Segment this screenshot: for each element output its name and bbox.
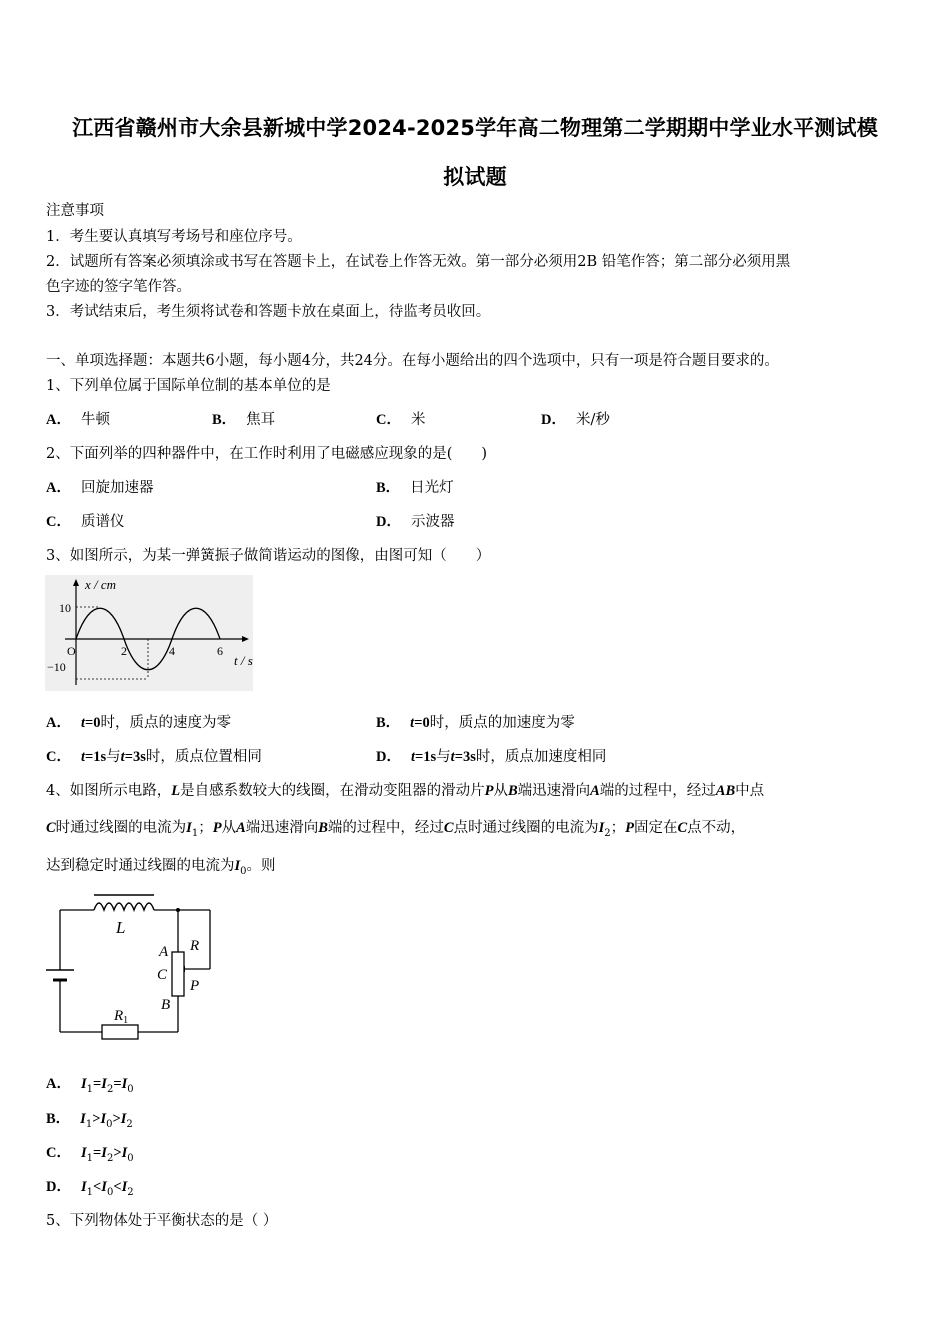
q4-option-b: B． $I_1>I_0>I_2$ [46,1111,133,1130]
q2-option-a: A． 回旋加速器 [46,480,154,496]
q1-option-b: B． 焦耳 [212,412,276,428]
q2-option-d: D． 示波器 [376,514,455,530]
q1-option-a: A． 牛顿 [46,412,110,428]
label-p: P [190,978,200,994]
label-r1: $R_1$ [114,1008,129,1026]
notice-item-2: 2．试题所有答案必须填涂或书写在答题卡上，在试卷上作答无效。第一部分必须用2B 铅笔作答；第二部分必须用黑 [46,254,791,270]
q3-option-d: D． t=1s与t=3s时，质点加速度相同 [376,749,607,765]
q4-option-a: A． $I_1=I_2=I_0$ [46,1076,134,1095]
inductor-coil [94,903,154,910]
notice-heading: 注意事项 [46,203,104,219]
label-l: L [116,918,126,937]
notice-item-1: 1．考生要认真填写考场号和座位序号。 [46,229,302,245]
q3-stem: 3、如图所示，为某一弹簧振子做简谐运动的图像，由图可知（ ） [46,548,491,564]
q4-stem-line2: C时通过线圈的电流为$I_1$；P从A端迅速滑向B端的过程中，经过C点时通过线圈的电流为$I_2$；P固定在C点不动， [46,820,746,839]
graph-xlabel: t / s [234,653,253,668]
graph-xtick-6: 6 [217,644,223,658]
graph-ytick-bottom: −10 [47,660,66,674]
section-heading: 一、单项选择题：本题共6小题，每小题4分，共24分。在每小题给出的四个选项中，只有一项是符合题目要求的。 [46,353,779,369]
label-a: A [159,944,169,960]
q2-option-c: C． 质谱仪 [46,514,125,530]
q4-option-c: C． $I_1=I_2>I_0$ [46,1145,134,1164]
q1-option-c: C． 米 [376,412,426,428]
q4-option-d: D． $I_1<I_0<I_2$ [46,1179,134,1198]
graph-ylabel: x / cm [85,577,117,592]
page-title-line1: 江西省赣州市大余县新城中学2024-2025学年高二物理第二学期期中学业水平测试模 [72,116,878,140]
notice-item-2-cont: 色字迹的签字笔作答。 [46,279,191,295]
q2-stem: 2、下面列举的四种器件中，在工作时利用了电磁感应现象的是( ) [46,446,488,462]
label-c: C [157,967,168,983]
label-r: R [190,938,200,954]
q3-shm-graph [45,575,253,691]
q4-stem-line3: 达到稳定时通过线圈的电流为$I_0$。则 [46,858,276,877]
q4-circuit-diagram [40,888,220,1048]
q4-stem-line1: 4、如图所示电路，L是自感系数较大的线圈，在滑动变阻器的滑动片P从B端迅速滑向A端的过程中，经过AB中点 [46,783,765,799]
page-title-line2: 拟试题 [443,165,507,189]
notice-item-3: 3．考试结束后，考生须将试卷和答题卡放在桌面上，待监考员收回。 [46,304,491,320]
q3-option-b: B． t=0时，质点的加速度为零 [376,715,575,731]
graph-origin: O [67,644,76,658]
q3-option-c: C． t=1s与t=3s时，质点位置相同 [46,749,262,765]
q3-option-a: A． t=0时，质点的速度为零 [46,715,232,731]
rheostat [172,952,184,996]
q1-stem: 1、下列单位属于国际单位制的基本单位的是 [46,378,331,394]
q1-option-d: D． 米/秒 [541,412,610,428]
graph-xtick-2: 2 [121,644,127,658]
graph-xtick-4: 4 [169,644,175,658]
q5-stem: 5、下列物体处于平衡状态的是（ ） [46,1213,278,1229]
label-b: B [161,997,171,1013]
resistor-r1 [102,1025,138,1039]
graph-ytick-top: 10 [59,601,71,615]
q2-option-b: B． 日光灯 [376,480,454,496]
